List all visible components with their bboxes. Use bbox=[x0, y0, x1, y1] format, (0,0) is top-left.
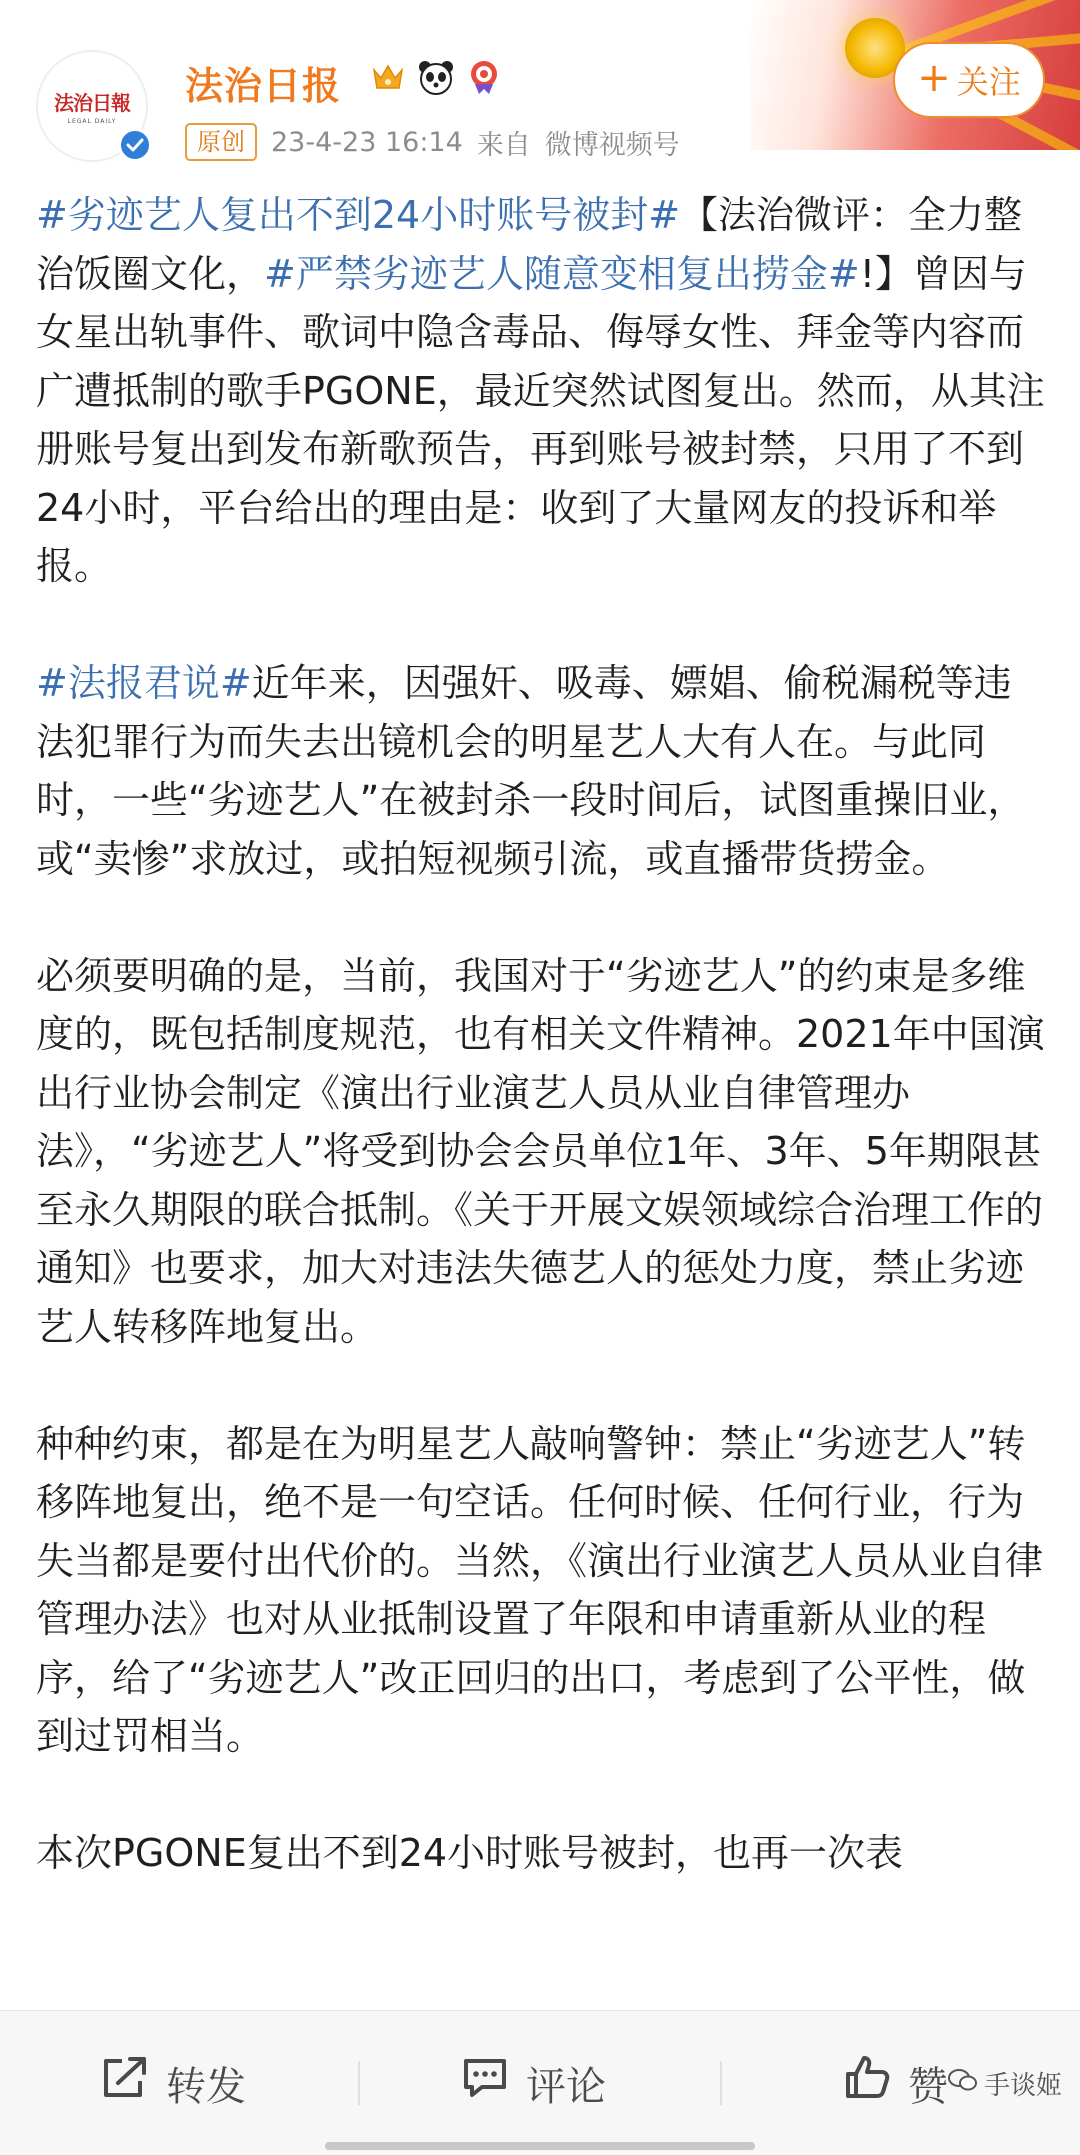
username[interactable]: 法治日报 bbox=[185, 64, 342, 108]
original-tag: 原创 bbox=[185, 123, 257, 161]
post-meta bbox=[185, 122, 680, 162]
source-prefix: 来自 bbox=[476, 129, 531, 161]
repost-icon bbox=[100, 2055, 150, 2111]
topic-link-3[interactable]: #法报君说# bbox=[36, 661, 252, 705]
paragraph-1 bbox=[36, 186, 1046, 596]
watermark bbox=[948, 2065, 1062, 2102]
timestamp: 23-4-23 16:14 bbox=[271, 126, 463, 158]
user-badges bbox=[368, 57, 504, 97]
like-label: 赞 bbox=[908, 2063, 948, 2110]
source-link[interactable]: 微博视频号 bbox=[544, 129, 680, 161]
paragraph-2 bbox=[36, 654, 1046, 888]
wechat-icon bbox=[948, 2067, 978, 2100]
avatar-logo-text: 法治日報 bbox=[54, 91, 130, 115]
divider bbox=[720, 2061, 722, 2105]
avatar-subtext: LEGAL DAILY bbox=[67, 118, 117, 125]
topic-link-1[interactable]: #劣迹艺人复出不到24小时账号被封# bbox=[36, 193, 681, 237]
comment-button[interactable] bbox=[460, 2011, 606, 2155]
verified-icon bbox=[118, 128, 152, 162]
post-header bbox=[0, 0, 1080, 170]
action-bar bbox=[0, 2010, 1080, 2155]
divider bbox=[358, 2061, 360, 2105]
paragraph-4: 种种约束，都是在为明星艺人敲响警钟：禁止“劣迹艺人”转移阵地复出，绝不是一句空话。任何时候、任何行业，行为失当都是要付出代价的。当然，《演出行业演艺人员从业自律管理办法》也对从业抵制设置了年限和申请重新从业的程序，给了“劣迹艺人”改正回归的出口，考虑到了公平性，做到过罚相当。 bbox=[36, 1421, 1044, 1758]
post-body bbox=[36, 186, 1046, 1883]
repost-label: 转发 bbox=[166, 2063, 246, 2110]
paragraph-5: 本次PGONE复出不到24小时账号被封，也再一次表 bbox=[36, 1831, 904, 1875]
comment-icon bbox=[460, 2055, 510, 2111]
home-indicator[interactable] bbox=[325, 2142, 755, 2150]
follow-button[interactable] bbox=[893, 42, 1045, 118]
watermark-text: 手谈姬 bbox=[984, 2071, 1063, 2101]
medal-icon[interactable] bbox=[464, 57, 504, 97]
paragraph-1-text-a: 【法治微评：全力整治饭圈文化， bbox=[36, 193, 1023, 296]
paragraph-3: 必须要明确的是，当前，我国对于“劣迹艺人”的约束是多维度的，既包括制度规范，也有相关文件精神。2021年中国演出行业协会制定《演出行业演艺人员从业自律管理办法》，“劣迹艺人”将受到协会会员单位1年、3年、5年期限甚至永久期限的联合抵制。《关于开展文娱领域综合治理工作的通知》也要求，加大对违法失德艺人的惩处力度，禁止劣迹艺人转移阵地复出。 bbox=[36, 953, 1045, 1349]
vip-crown-icon[interactable] bbox=[368, 57, 408, 97]
plus-icon: + bbox=[917, 55, 951, 101]
follow-label: 关注 bbox=[956, 63, 1021, 101]
repost-button[interactable] bbox=[100, 2011, 246, 2155]
thumbs-up-icon bbox=[842, 2054, 892, 2112]
topic-link-2[interactable]: #严禁劣迹艺人随意变相复出捞金# bbox=[264, 251, 860, 296]
panda-icon[interactable] bbox=[416, 57, 456, 97]
paragraph-2-text: 近年来，因强奸、吸毒、嫖娼、偷税漏税等违法犯罪行为而失去出镜机会的明星艺人大有人在。与此同时，一些“劣迹艺人”在被封杀一段时间后，试图重操旧业，或“卖惨”求放过，或拍短视频引流，或直播带货捞金。 bbox=[36, 661, 1026, 881]
like-button[interactable] bbox=[842, 2011, 948, 2155]
paragraph-1-text-b: !】曾因与女星出轨事件、歌词中隐含毒品、侮辱女性、拜金等内容而广遭抵制的歌手PGONE，最近突然试图复出。然而，从其注册账号复出到发布新歌预告，再到账号被封禁，只用了不到24小时，平台给出的理由是：收到了大量网友的投诉和举报。 bbox=[36, 251, 1045, 588]
comment-label: 评论 bbox=[526, 2063, 606, 2110]
